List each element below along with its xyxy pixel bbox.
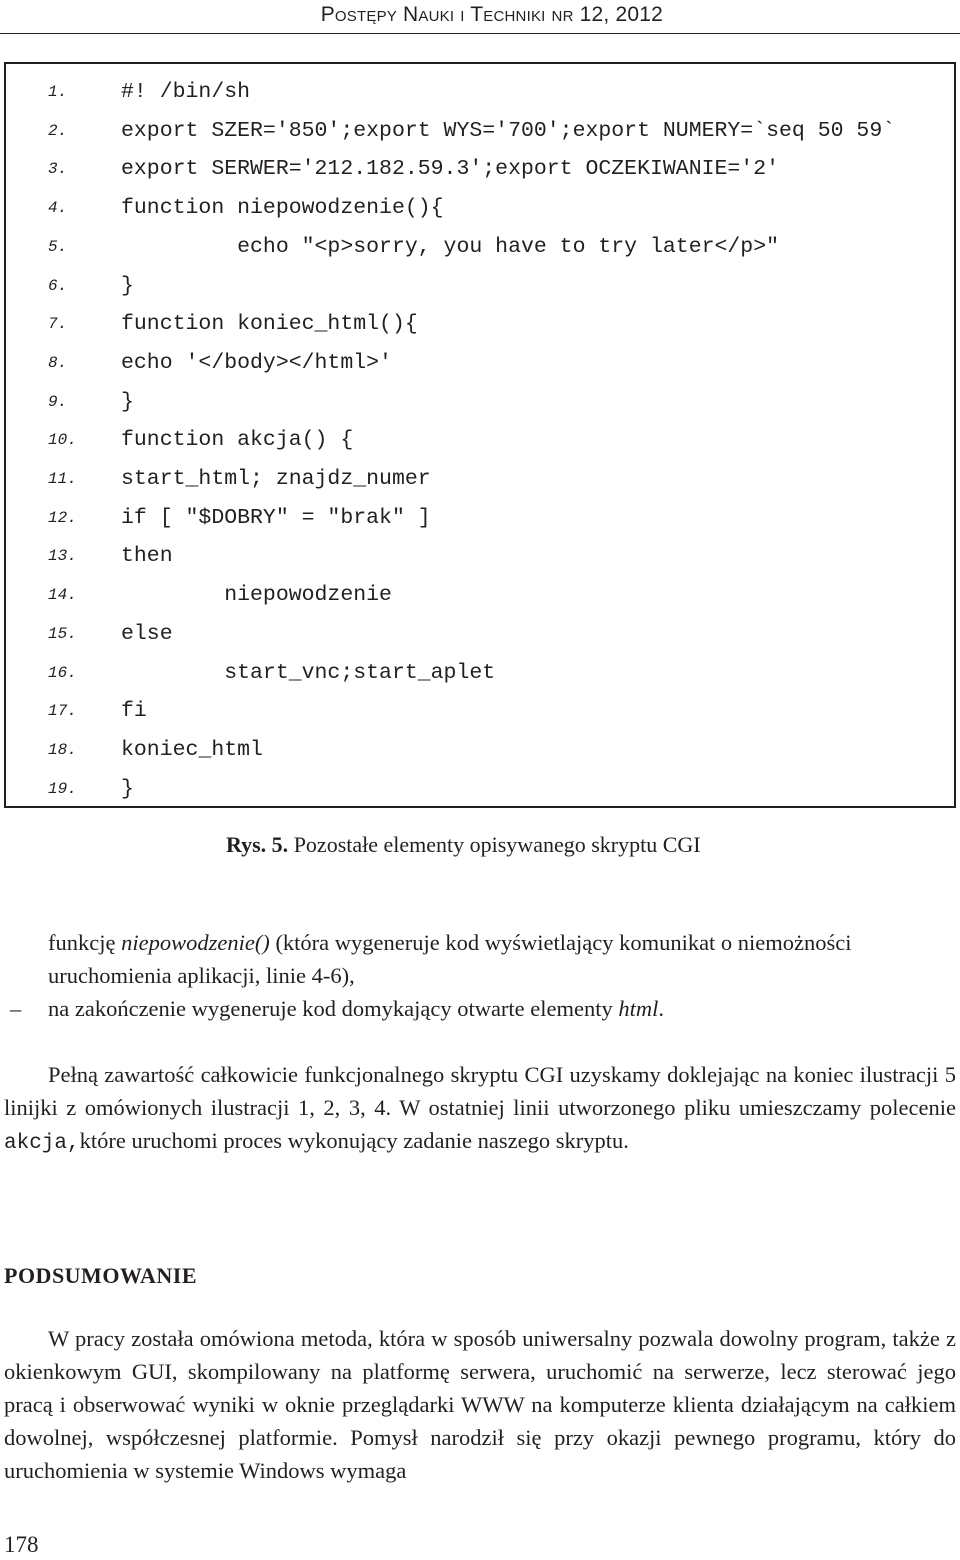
code-line-number: 11. — [48, 470, 77, 488]
paragraph-text: które uruchomi proces wykonujący zadanie naszego skryptu. — [79, 1128, 629, 1153]
code-line-text: } — [121, 273, 134, 298]
journal-title: Postępy Nauki i Techniki nr 12, 2012 — [320, 3, 663, 26]
code-line-text: function niepowodzenie(){ — [121, 196, 444, 221]
header-rule — [0, 33, 960, 34]
journal-header — [0, 0, 960, 30]
code-line-number: 3. — [48, 160, 68, 179]
list-item-2-post: . — [658, 996, 665, 1021]
code-line-text: else — [121, 621, 173, 646]
paragraph-text: W pracy została omówiona metoda, która w sposób uniwersalny pozwala dowolny program, także z okienkowym GUI, skompilowany na platformę serwera, uruchomić na serwerze, lecz sterować jego pracą i obserwować wyniki w oknie przeglądarki WWW na komputerze klienta działającym na całkiem dowolnej, współczesnej platformie. Pomysł narodził się przy okazji pewnego programu, który do uruchomienia w systemie Windows wymaga — [4, 1326, 956, 1483]
code-line-text: niepowodzenie — [121, 583, 392, 608]
code-line-number: 19. — [48, 779, 77, 798]
list-item-1-emphasis: niepowodzenie() — [121, 930, 270, 955]
code-line-text: start_html; znajdz_numer — [121, 467, 431, 491]
list-item-text — [48, 930, 852, 988]
inline-code: akcja, — [4, 1132, 80, 1155]
code-line-text: fi — [121, 699, 147, 724]
code-line-number: 12. — [48, 508, 77, 527]
code-line-text: export SZER='850';export WYS='700';export NUMERY=`seq 50 59` — [121, 118, 896, 143]
code-line-number: 8. — [48, 353, 68, 372]
list-item-1-post: (która wygeneruje kod wyświetlający komunikat o niemożności uruchomienia aplikacji, linie 4-6), — [48, 930, 852, 988]
figure-caption — [0, 830, 960, 860]
list-item-2-emphasis: html — [618, 996, 659, 1021]
code-line-text: #! /bin/sh — [121, 80, 251, 104]
code-listing — [4, 62, 956, 808]
code-line-number: 7. — [48, 315, 68, 334]
code-line-number: 18. — [48, 740, 77, 759]
code-line-text: function akcja() { — [121, 428, 354, 453]
code-line-number: 9. — [48, 392, 68, 411]
list-item-text — [48, 996, 664, 1021]
code-line-text: then — [121, 544, 173, 569]
code-line-number: 2. — [48, 121, 68, 140]
code-line-number: 6. — [48, 276, 68, 295]
code-line-text: } — [121, 776, 134, 801]
page-number: 178 — [4, 1532, 39, 1557]
code-line-text: echo "<p>sorry, you have to try later</p>" — [121, 234, 780, 259]
list-item-2-pre: na zakończenie wygeneruje kod domykający otwarte elementy — [48, 996, 619, 1021]
paragraph-summary-script — [4, 1058, 956, 1160]
code-line-number: 13. — [48, 547, 77, 566]
figure-label: Rys. 5. — [226, 832, 289, 857]
section-title: PODSUMOWANIE — [4, 1263, 198, 1288]
code-line-text: } — [121, 389, 134, 414]
code-line-number: 17. — [48, 702, 77, 721]
list-item — [4, 992, 956, 1025]
code-line-number: 14. — [48, 586, 77, 605]
code-line-text: echo '</body></html>' — [121, 350, 392, 375]
code-line-number: 5. — [48, 237, 68, 256]
code-line-text: export SERWER='212.182.59.3';export OCZEKIWANIE='2' — [121, 157, 780, 182]
list-item-1-pre: funkcję — [48, 930, 122, 955]
code-line-number: 1. — [48, 83, 68, 101]
code-line-text: function koniec_html(){ — [121, 312, 418, 337]
paragraph-conclusion — [4, 1322, 956, 1487]
paragraph-text: Pełną zawartość całkowicie funkcjonalnego skryptu CGI uzyskamy doklejając na koniec ilustracji 5 linijki z omówionych ilustracji 1, 2, 3, 4. W ostatniej linii utworzonego pliku umieszczamy polecenie — [4, 1062, 956, 1120]
code-line-text: koniec_html — [121, 737, 263, 762]
code-line-text: start_vnc;start_aplet — [121, 660, 496, 685]
list-item — [4, 926, 956, 992]
code-line-text: if [ "$DOBRY" = "brak" ] — [121, 505, 431, 530]
code-line-number: 4. — [48, 199, 68, 218]
bullet-list — [4, 926, 956, 1025]
code-line-number: 15. — [48, 624, 77, 643]
list-dash: – — [10, 996, 22, 1021]
code-line-number: 16. — [48, 663, 77, 682]
code-line-number: 10. — [48, 431, 77, 450]
figure-caption-text: Pozostałe elementy opisywanego skryptu CGI — [288, 832, 701, 857]
